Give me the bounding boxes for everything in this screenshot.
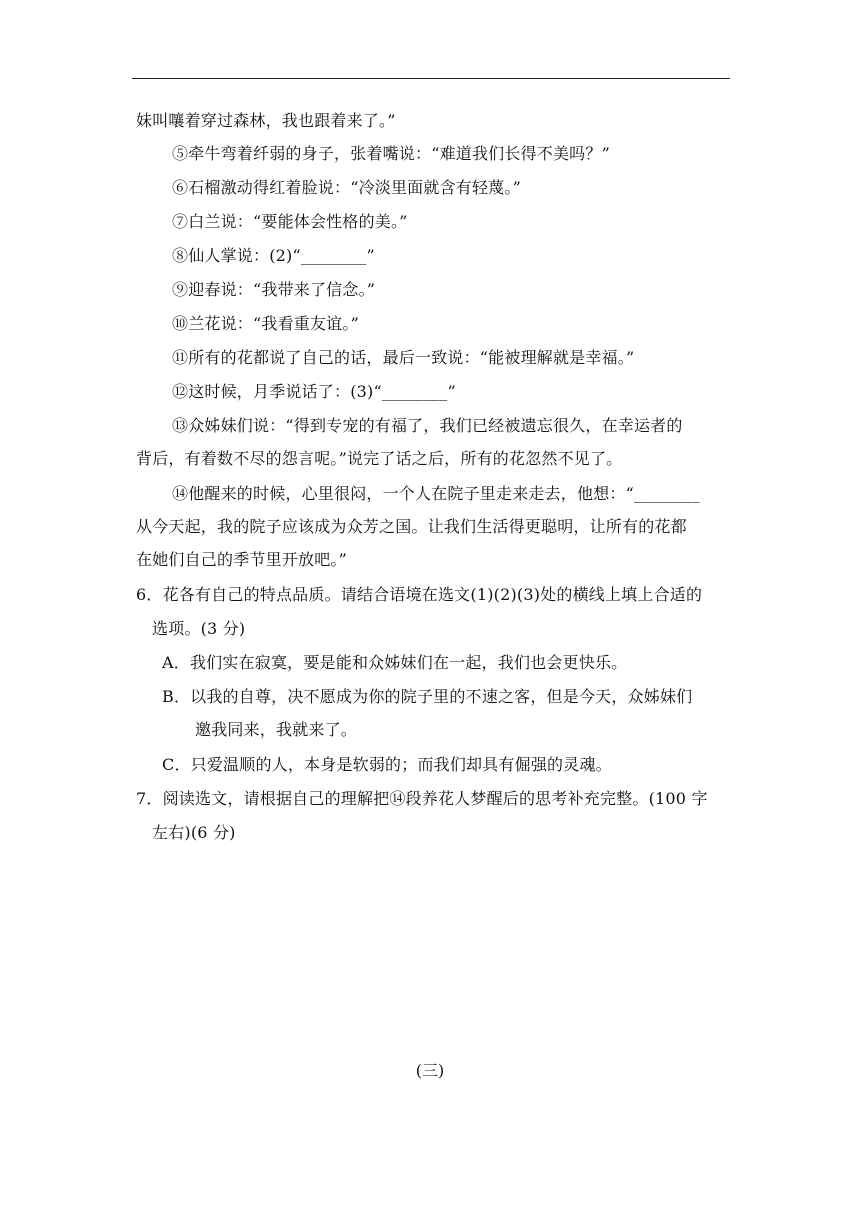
question-6: 6．花各有自己的特点品质。请结合语境在选文(1)(2)(3)处的横线上填上合适的: [136, 585, 703, 604]
passage-paragraph-8: ⑧仙人掌说：(2)“________”: [172, 246, 375, 265]
option-b: B．以我的自尊，决不愿成为你的院子里的不速之客，但是今天，众姊妹们: [162, 687, 693, 706]
option-b-cont: 邀我同来，我就来了。: [195, 720, 358, 739]
passage-paragraph-11: ⑪所有的花都说了自己的话，最后一致说：“能被理解就是幸福。”: [172, 348, 635, 367]
passage-paragraph-13: ⑬众姊妹们说：“得到专宠的有福了，我们已经被遗忘很久，在幸运者的: [172, 416, 683, 435]
option-a: A．我们实在寂寞，要是能和众姊妹们在一起，我们也会更快乐。: [162, 653, 628, 672]
question-7-cont: 左右)(6 分): [152, 823, 236, 842]
passage-paragraph-5: ⑤牵牛弯着纤弱的身子，张着嘴说：“难道我们长得不美吗？”: [172, 144, 610, 163]
passage-line: 从今天起，我的院子应该成为众芳之国。让我们生活得更聪明，让所有的花都: [136, 517, 687, 536]
question-6-cont: 选项。(3 分): [152, 619, 246, 638]
passage-line: 妹叫嚷着穿过森林，我也跟着来了。”: [136, 111, 396, 130]
passage-paragraph-6: ⑥石榴激动得红着脸说：“冷淡里面就含有轻蔑。”: [172, 178, 521, 197]
passage-line: 在她们自己的季节里开放吧。”: [136, 550, 347, 569]
section-label: (三): [415, 1061, 445, 1080]
passage-line: 背后，有着数不尽的怨言呢。”说完了话之后，所有的花忽然不见了。: [136, 449, 623, 468]
passage-paragraph-14: ⑭他醒来的时候，心里很闷，一个人在院子里走来走去，他想：“________: [172, 484, 700, 503]
header-rule: [132, 78, 730, 79]
passage-paragraph-12: ⑫这时候，月季说话了：(3)“________”: [172, 382, 456, 401]
passage-paragraph-7: ⑦白兰说：“要能体会性格的美。”: [172, 212, 408, 231]
passage-paragraph-10: ⑩兰花说：“我看重友谊。”: [172, 314, 359, 333]
option-c: C．只爱温顺的人，本身是软弱的；而我们却具有倔强的灵魂。: [162, 755, 612, 774]
passage-paragraph-9: ⑨迎春说：“我带来了信念。”: [172, 280, 376, 299]
question-7: 7．阅读选文，请根据自己的理解把⑭段养花人梦醒后的思考补充完整。(100 字: [136, 789, 708, 808]
